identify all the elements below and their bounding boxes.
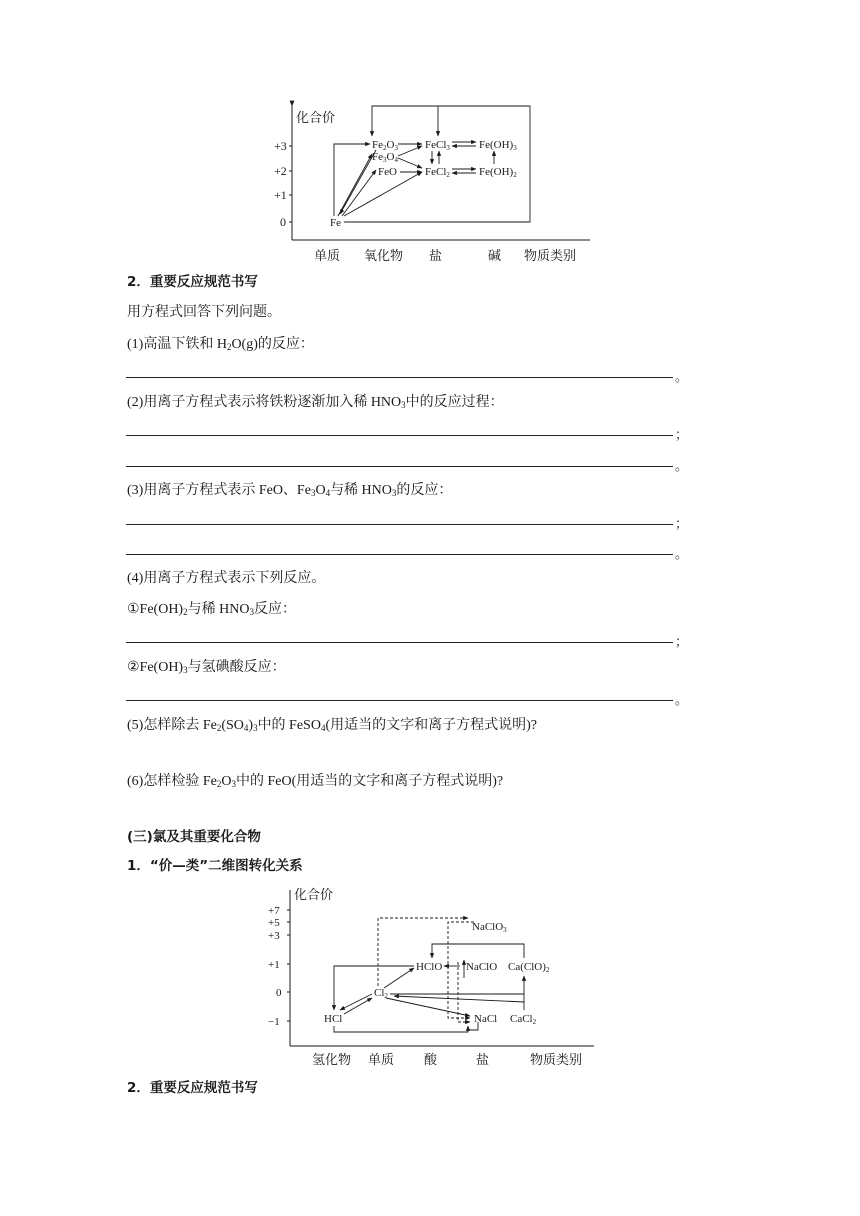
punctuation: ；: [675, 634, 689, 649]
y-tick-label: +5: [268, 917, 280, 929]
y-tick-label: +2: [274, 164, 287, 178]
node-hclo: HClO: [416, 961, 443, 973]
question-5: (5)怎样除去 $Fe_2(SO_4)_3$中的 FeSO$_4$(用适当的文字和离子方程式说明)?: [127, 718, 538, 733]
x-category-label: 物质类别: [530, 1052, 583, 1067]
x-category-label: 氢化物: [312, 1052, 352, 1067]
section-title: 2．重要反应规范书写: [127, 1080, 258, 1096]
question-3: (3)用离子方程式表示 FeO、$Fe_3O_4$与稀 $HNO_3$的反应：: [127, 483, 453, 498]
x-category-label: 氧化物: [364, 248, 404, 263]
chlorine-valence-diagram: [268, 882, 598, 1070]
node-feoh3: Fe(OH)3: [479, 139, 517, 152]
question-4: (4)用离子方程式表示下列反应。: [127, 571, 326, 586]
node-fecl2: FeCl2: [425, 166, 450, 179]
x-category-label: 物质类别: [524, 248, 577, 263]
node-fe3o4: Fe3O4: [372, 151, 398, 164]
punctuation: 。: [675, 692, 689, 707]
question-2: (2)用离子方程式表示将铁粉逐渐加入稀 $HNO_3$中的反应过程：: [127, 395, 504, 410]
node-naclo3: NaClO3: [472, 921, 507, 934]
node-cl2: Cl2: [374, 987, 388, 1000]
node-feo: FeO: [378, 166, 397, 178]
question-4b: $②Fe(OH)_3$与氢碘酸反应：: [127, 660, 286, 675]
punctuation: 。: [675, 369, 689, 384]
node-cacl2: CaCl2: [510, 1013, 537, 1026]
y-tick-label: 0: [276, 987, 282, 999]
answer-line[interactable]: [126, 554, 673, 555]
y-tick-label: −1: [268, 1016, 280, 1028]
y-tick-label: 0: [280, 215, 286, 229]
node-caclo2: Ca(ClO)2: [508, 961, 550, 974]
question-4a: $①Fe(OH)_2$与稀 $HNO_3$反应：: [127, 602, 296, 617]
answer-line[interactable]: [126, 524, 673, 525]
answer-line[interactable]: [126, 700, 673, 701]
node-fe: Fe: [330, 217, 341, 229]
punctuation: 。: [675, 458, 689, 473]
x-category-label: 单质: [314, 248, 341, 263]
x-category-label: 盐: [429, 248, 443, 263]
y-tick-label: +3: [274, 139, 287, 153]
node-fe2o3: Fe2O3: [372, 139, 398, 152]
answer-line[interactable]: [126, 377, 673, 378]
y-axis-label: 化合价: [296, 110, 336, 125]
question-1: (1)高温下铁和 $H_2O(g)$的反应：: [127, 337, 314, 352]
punctuation: 。: [675, 546, 689, 561]
node-naclo: NaClO: [466, 961, 498, 973]
y-axis-label: 化合价: [294, 887, 334, 902]
y-tick-label: +1: [268, 959, 280, 971]
section-subheading: 1．“价—类”二维图转化关系: [127, 858, 303, 874]
x-category-label: 单质: [368, 1052, 395, 1067]
question-6: (6)怎样检验 $Fe_2O_3$中的 FeO(用适当的文字和离子方程式说明)?: [127, 774, 504, 789]
node-fecl3: FeCl3: [425, 139, 450, 152]
answer-line[interactable]: [126, 435, 673, 436]
section-heading: (三)氯及其重要化合物: [127, 829, 261, 845]
node-nacl: NaCl: [474, 1013, 498, 1025]
x-category-label: 酸: [424, 1052, 438, 1067]
punctuation: ；: [675, 427, 689, 442]
node-feoh2: Fe(OH)2: [479, 166, 517, 179]
section-title: 2．重要反应规范书写: [127, 274, 258, 290]
y-tick-label: +1: [274, 188, 287, 202]
node-hcl: HCl: [324, 1013, 343, 1025]
answer-line[interactable]: [126, 642, 673, 643]
punctuation: ；: [675, 516, 689, 531]
y-tick-label: +3: [268, 930, 280, 942]
answer-line[interactable]: [126, 466, 673, 467]
iron-valence-diagram: [272, 100, 592, 268]
instruction-text: 用方程式回答下列问题。: [127, 305, 281, 320]
y-tick-label: +7: [268, 905, 280, 917]
x-category-label: 盐: [476, 1052, 490, 1067]
x-category-label: 碱: [488, 248, 502, 263]
